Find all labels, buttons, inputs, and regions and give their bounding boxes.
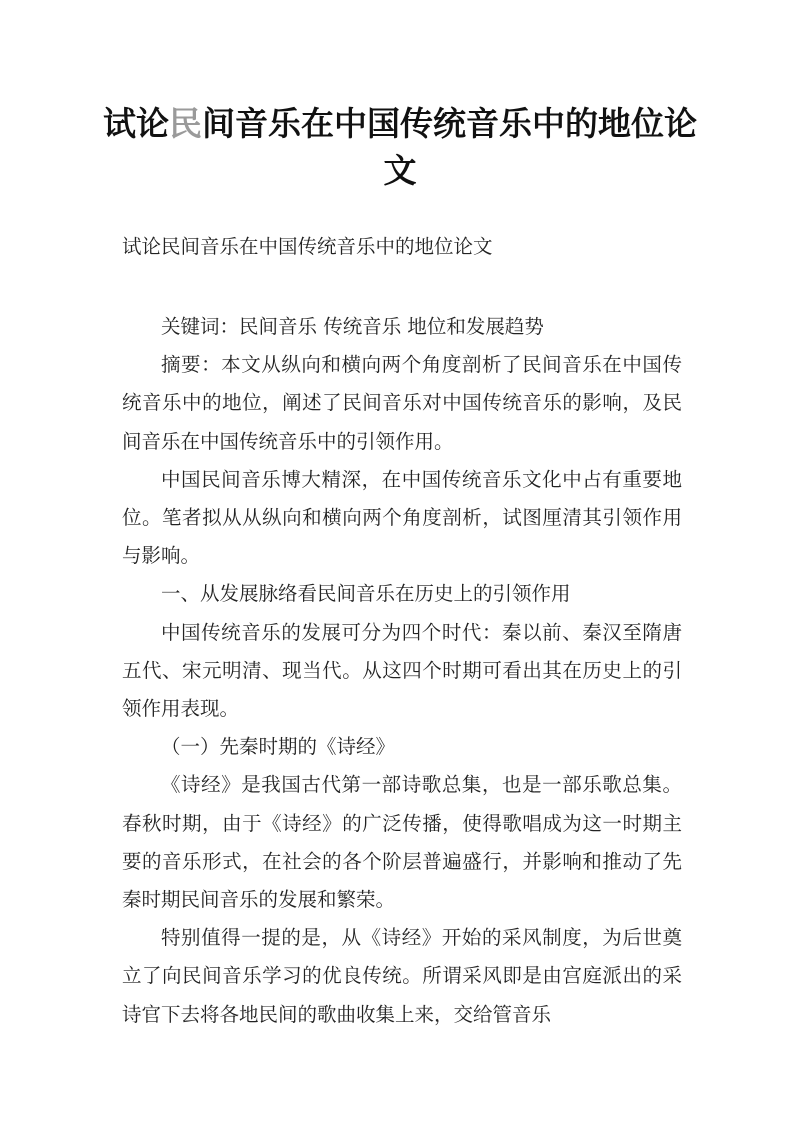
subsection-heading-1: （一）先秦时期的《诗经》 [161, 735, 396, 759]
document-title [100, 100, 700, 194]
abstract-paragraph: 摘要：本文从纵向和横向两个角度剖析了民间音乐在中国传统音乐中的地位，阐述了民间音乐对中国传统音乐的影响，及民间音乐在中国传统音乐中的引领作用。 [122, 353, 682, 453]
title-part-2: 间音乐在中国传统音乐中的地位论文 [202, 104, 697, 190]
body-paragraph: 特别值得一提的是，从《诗经》开始的采风制度，为后世奠立了向民间音乐学习的优良传统。所谓采风即是由宫庭派出的采诗官下去将各地民间的歌曲收集上来，交给管音乐 [122, 926, 682, 1026]
document-subtitle: 试论民间音乐在中国传统音乐中的地位论文 [122, 235, 493, 258]
document-body [122, 228, 682, 1034]
spacer [122, 266, 682, 308]
body-paragraph: 中国传统音乐的发展可分为四个时代：秦以前、秦汉至隋唐五代、宋元明清、现当代。从这四个时期可看出其在历史上的引领作用表现。 [122, 620, 682, 721]
title-faded-char: 民 [169, 104, 202, 143]
body-paragraph: 《诗经》是我国古代第一部诗歌总集，也是一部乐歌总集。春秋时期，由于《诗经》的广泛传播，使得歌唱成为这一时期主要的音乐形式，在社会的各个阶层普遍盛行，并影响和推动了先秦时期民间音乐的发展和繁荣。 [122, 773, 682, 912]
intro-paragraph: 中国民间音乐博大精深，在中国传统音乐文化中占有重要地位。笔者拟从从纵向和横向两个角度剖析，试图厘清其引领作用与影响。 [122, 467, 682, 568]
section-heading-1: 一、从发展脉络看民间音乐在历史上的引领作用 [161, 582, 571, 606]
keywords-paragraph: 关键词：民间音乐 传统音乐 地位和发展趋势 [161, 315, 544, 338]
title-part-1: 试论 [103, 104, 169, 143]
